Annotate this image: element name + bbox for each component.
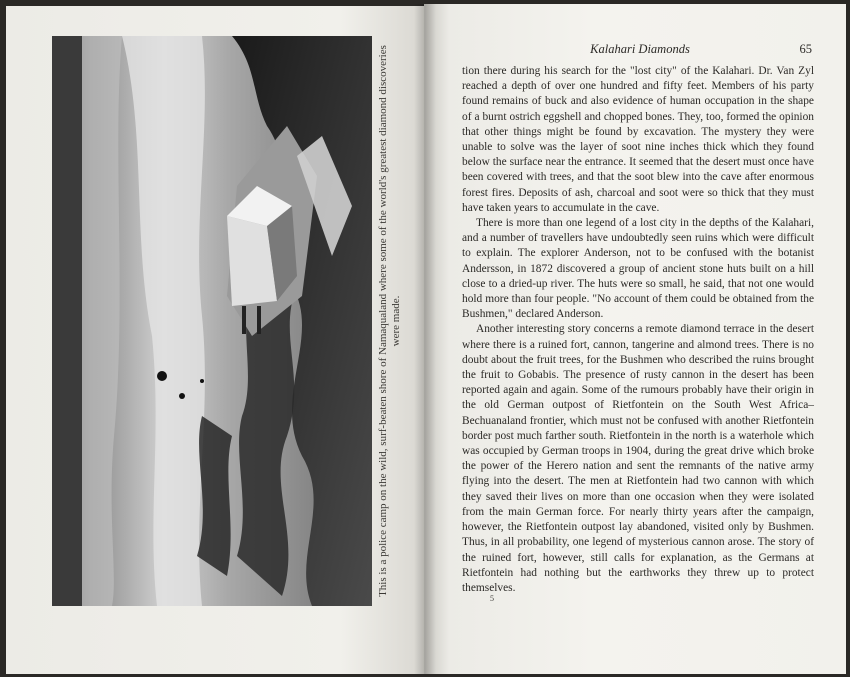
chapter-title: Kalahari Diamonds — [590, 42, 690, 56]
paragraph: Another interesting story concerns a remote diamond terrace in the desert where there is a ruined fort, cannon, tangerine and almond trees. There is no doubt about the fruit trees, for the Bushmen who described the ruins brought the fruit to Gobabis. The presence of rusty cannon in the desert has been reported again and again. Some of the rumours probably have their origin in the old German outpost of Rietfontein on the South West Africa–Bechuanaland frontier, which must not be confused with another Rietfontein border post much farther south. Rietfontein in the north is a waterhole which was occupied by German troops in 1904, during the great drive which broke the power of the Herero nation and sent the remnants of the native army flying into the desert. The men at Rietfontein had two cannon with which they saved their lives on more than one occasion when they were isolated from the main German force. For nearly thirty years after the campaign, however, the Rietfontein outpost lay abandoned, visited only by Bushmen. Thus, in all probability, one legend of mysterious cannon arose. The story of the ruined fort, however, still calls for explanation, as the Germans at Rietfontein had nothing but the earthworks they threw up to protect themselves. — [462, 323, 814, 594]
body-text — [462, 64, 814, 596]
running-header — [468, 42, 812, 60]
book-gutter — [414, 4, 436, 674]
paragraph: tion there during his search for the "lost city" of the Kalahari. Dr. Van Zyl reached a depth of over one hundred and fifty feet. Members of his party found remains of buck and also evidence of human occupation in the shape of a burnt ostrich eggshell and chopped bones. They, too, formed the opinion that other things might be found by excavation. The mystery they were unable to solve was the layer of soot nine inches thick which they found below the surface near the entrance. It seemed that the desert must once have been covered with trees, and that the soot blew into the cave after enormous forest fires. Deposits of ash, charcoal and soot were so thick that they must have taken years to accumulate in the cave. — [462, 65, 814, 214]
photo-caption: This is a police camp on the wild, surf-beaten shore of Namaqualand where some of the world's greatest diamond discoveries were made. — [377, 45, 402, 597]
signature-mark: 5 — [490, 594, 494, 603]
photo-caption-area — [372, 36, 408, 606]
paragraph: There is more than one legend of a lost city in the depths of the Kalahari, and a number of travellers have undoubtedly seen ruins which were difficult to explain. The explorer Anderson, not to be confused with the botanist Andersson, in 1872 discovered a group of ancient stone huts built on a hill close to a dried-up river. The huts were so small, he said, that not one would hold more than four people. "No account of them could be obtained from the Bushmen," declared Anderson. — [462, 217, 814, 321]
police-camp-photo — [52, 36, 372, 606]
photo-illustration — [52, 36, 372, 606]
page-number: 65 — [799, 42, 812, 56]
